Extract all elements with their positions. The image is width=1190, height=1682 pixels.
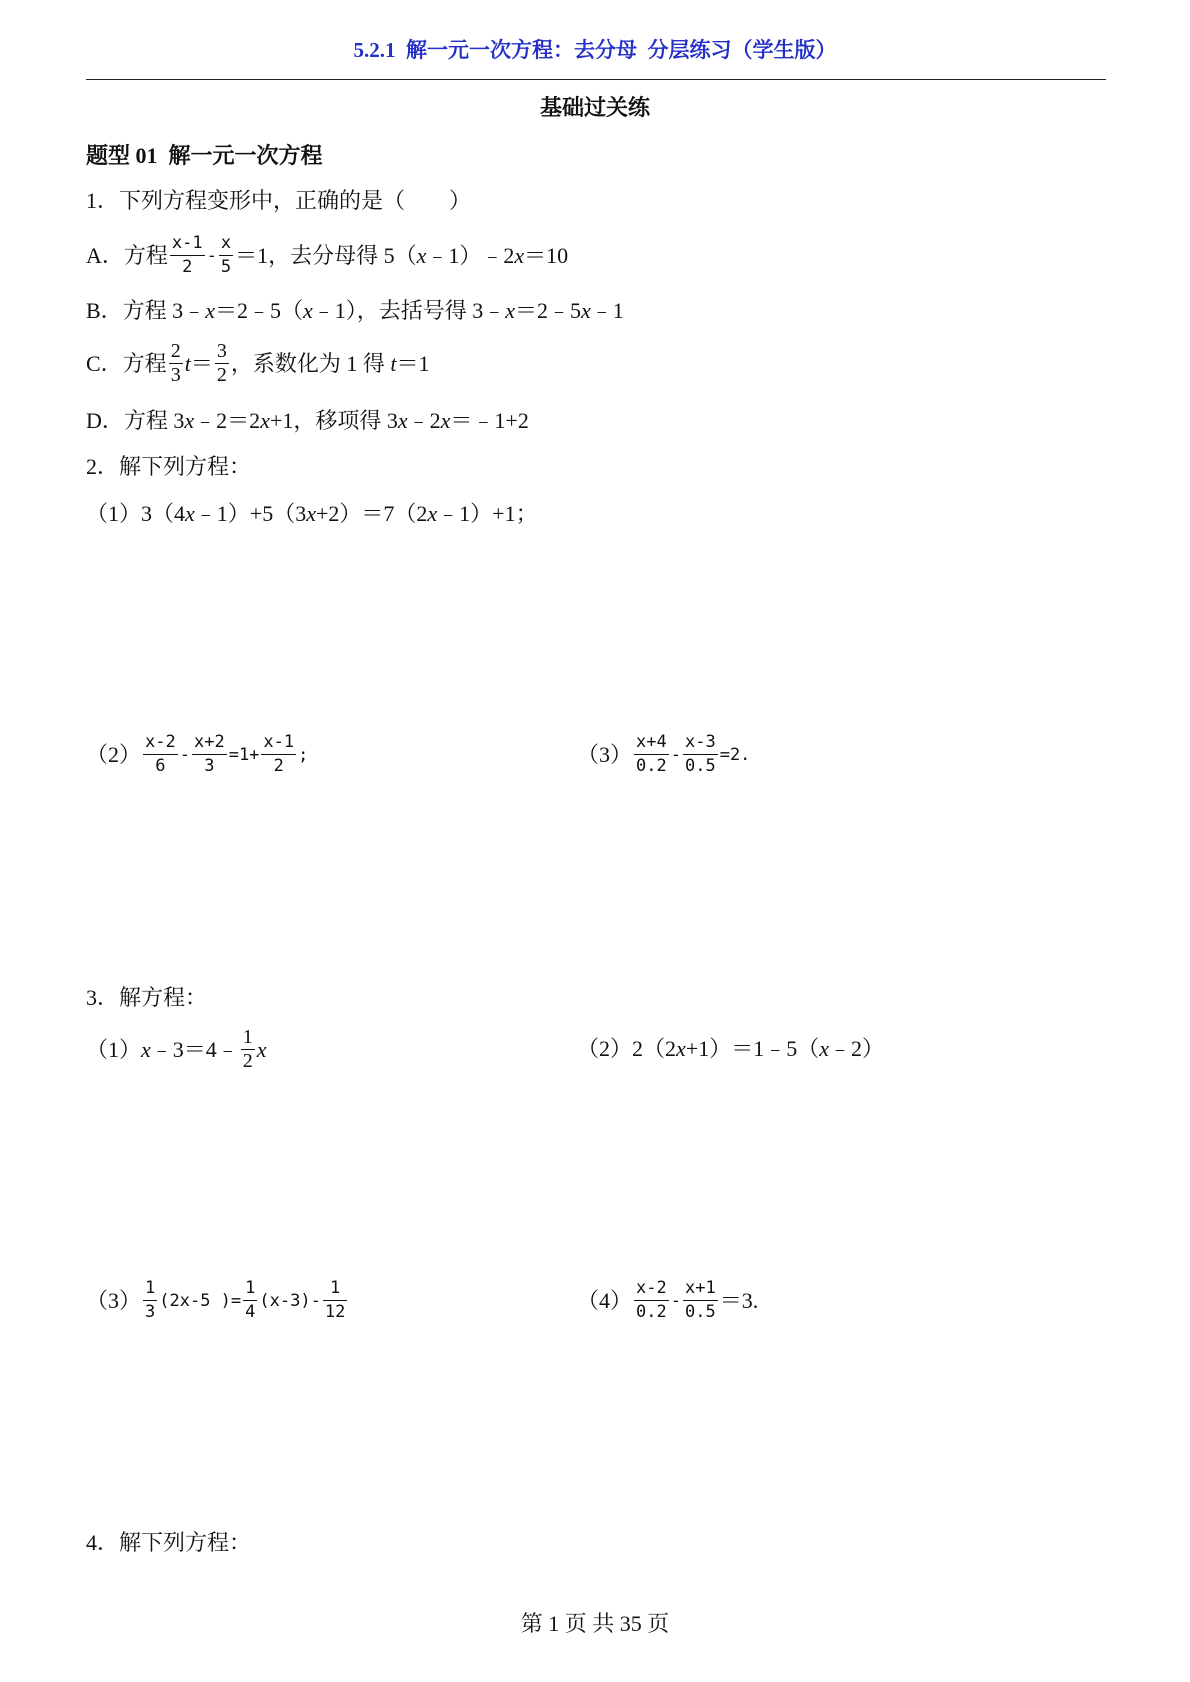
question-2-part-3 — [577, 731, 750, 778]
fraction — [241, 1026, 255, 1073]
equation-text: ﹣1 — [590, 298, 624, 323]
part-label: （3） — [577, 741, 633, 767]
fraction-numerator: 1 — [143, 1277, 157, 1301]
equation-text: ＝2﹣5 — [515, 298, 582, 323]
variable-x: x — [256, 1036, 267, 1062]
variable-x: x — [514, 242, 525, 268]
question-2-stem — [86, 452, 251, 482]
fraction-denominator: 2 — [182, 257, 193, 277]
question-3-part-1 — [86, 1026, 267, 1073]
fraction — [215, 340, 229, 387]
equation-text: ﹣1）﹣2 — [426, 242, 515, 268]
part-label: （1） — [86, 1036, 142, 1062]
fraction — [143, 731, 178, 778]
fraction-numerator: 1 — [243, 1277, 257, 1301]
document-title — [0, 35, 1190, 65]
fraction — [634, 731, 669, 778]
fraction — [634, 1277, 669, 1324]
page-footer — [0, 1609, 1190, 1639]
part-label: （4） — [577, 1287, 633, 1313]
equation-text: +1）＝1﹣5（ — [685, 1036, 820, 1061]
equation-text: ﹣1），去括号得 3﹣ — [312, 298, 506, 323]
equation-text: (2x-5 )= — [159, 1290, 242, 1311]
equation-text: ﹣2＝2 — [194, 408, 261, 433]
question-3-stem-text: 3．解方程： — [86, 985, 208, 1010]
variable-t: t — [184, 350, 191, 376]
fraction — [169, 340, 183, 387]
variable-x: x — [819, 1036, 829, 1061]
fraction-numerator: x-2 — [143, 731, 178, 755]
fraction-denominator: 0.5 — [684, 756, 716, 776]
fraction-denominator: 2 — [273, 756, 284, 776]
fraction-denominator: 0.5 — [684, 1302, 716, 1322]
equation-text: ﹣2） — [828, 1036, 884, 1061]
operator: - — [670, 744, 681, 765]
question-3-part-3 — [86, 1277, 349, 1324]
fraction-numerator: x+1 — [683, 1277, 718, 1301]
document-title-text: 5.2.1 解一元一次方程：去分母 分层练习（学生版） — [353, 38, 837, 62]
fraction-numerator: x — [219, 232, 233, 256]
equation-text: ﹣1）+1； — [437, 501, 538, 526]
fraction — [170, 232, 205, 279]
fraction — [192, 731, 227, 778]
variable-x: x — [416, 242, 427, 268]
variable-x: x — [581, 298, 591, 323]
question-2-stem-text: 2．解下列方程： — [86, 454, 252, 479]
option-c-label: C．方程 — [86, 350, 167, 376]
variable-x: x — [397, 408, 408, 433]
equation-text: （2）2（2 — [577, 1036, 677, 1061]
equation-text: ﹣1）+5（3 — [194, 501, 307, 526]
question-2-part-2 — [86, 731, 308, 778]
fraction — [261, 731, 296, 778]
option-b — [86, 296, 624, 326]
operator: =2. — [719, 744, 751, 765]
variable-x: x — [205, 298, 215, 323]
equation-text: ＝3. — [719, 1287, 759, 1313]
equation-text: (x-3)- — [259, 1290, 321, 1311]
fraction — [323, 1277, 347, 1324]
operator: - — [670, 1290, 681, 1311]
equation-text: ＝ — [190, 350, 213, 376]
equation-text: （1）3（4 — [86, 501, 186, 526]
question-1-stem — [86, 186, 471, 216]
option-d-label: D．方程 3 — [86, 408, 185, 433]
variable-x: x — [306, 501, 316, 526]
variable-x: x — [185, 501, 195, 526]
fraction-denominator: 6 — [155, 756, 166, 776]
fraction-denominator: 3 — [204, 756, 215, 776]
fraction — [243, 1277, 257, 1324]
question-3-part-4 — [577, 1277, 758, 1324]
fraction-numerator: 2 — [170, 340, 181, 362]
fraction-numerator: x-1 — [261, 731, 296, 755]
fraction-denominator: 2 — [242, 1050, 253, 1072]
variable-x: x — [141, 1036, 151, 1062]
fraction — [219, 232, 233, 279]
variable-x: x — [302, 298, 313, 323]
fraction-denominator: 2 — [216, 364, 227, 386]
question-2-part-1 — [86, 499, 538, 529]
option-c — [86, 340, 429, 387]
equation-text: ﹣2 — [407, 408, 441, 433]
equation-text: ﹣3＝4﹣ — [150, 1036, 239, 1062]
equation-text: +1，移项得 3 — [269, 408, 398, 433]
fraction-numerator: 3 — [216, 340, 227, 362]
fraction-denominator: 3 — [170, 364, 181, 386]
question-4-stem — [86, 1528, 251, 1558]
operator: =1+ — [228, 744, 260, 765]
part-label: （2） — [86, 741, 142, 767]
part-label: （3） — [86, 1287, 142, 1313]
question-4-stem-text: 4．解下列方程： — [86, 1530, 252, 1555]
equation-text: ＝10 — [524, 242, 569, 268]
operator: - — [206, 245, 217, 266]
fraction-numerator: x+4 — [634, 731, 669, 755]
fraction-numerator: x-1 — [170, 232, 205, 256]
question-3-stem — [86, 983, 207, 1013]
fraction-denominator: 0.2 — [636, 1302, 667, 1322]
fraction — [143, 1277, 157, 1324]
header-rule — [86, 79, 1106, 80]
equation-text: ＝1，去分母得 5（ — [235, 242, 417, 268]
topic-heading — [86, 141, 323, 171]
variable-x: x — [505, 298, 516, 323]
fraction-denominator: 3 — [145, 1302, 156, 1322]
fraction-numerator: x-3 — [683, 731, 718, 755]
equation-text: ＝﹣1+2 — [450, 408, 529, 433]
equation-text: ＝1 — [396, 350, 430, 376]
fraction-denominator: 4 — [245, 1302, 256, 1322]
equation-text: ，系数化为 1 得 — [230, 350, 391, 376]
fraction — [683, 1277, 718, 1324]
variable-x: x — [260, 408, 270, 433]
equation-text: +2）＝7（2 — [315, 501, 428, 526]
fraction-numerator: 1 — [323, 1277, 347, 1301]
variable-x: x — [184, 408, 195, 433]
operator: ; — [298, 744, 309, 765]
fraction-denominator: 0.2 — [636, 756, 667, 776]
variable-x: x — [427, 501, 438, 526]
option-b-label: B．方程 3﹣ — [86, 298, 206, 323]
section-title-text: 基础过关练 — [539, 95, 650, 120]
fraction-numerator: x-2 — [634, 1277, 669, 1301]
operator: - — [179, 744, 190, 765]
variable-x: x — [440, 408, 451, 433]
equation-text: ＝2﹣5（ — [214, 298, 303, 323]
fraction-denominator: 12 — [324, 1302, 346, 1322]
section-title — [0, 93, 1190, 123]
option-a — [86, 232, 568, 279]
page-number: 第 1 页 共 35 页 — [520, 1611, 670, 1636]
fraction-denominator: 5 — [220, 257, 232, 277]
question-3-part-2 — [577, 1034, 884, 1064]
fraction — [683, 731, 718, 778]
fraction-numerator: x+2 — [192, 731, 227, 755]
topic-heading-text: 题型 01 解一元一次方程 — [86, 143, 323, 168]
question-1-stem-text: 1．下列方程变形中，正确的是（ ） — [86, 188, 472, 213]
variable-x: x — [676, 1036, 686, 1061]
option-d — [86, 406, 529, 436]
fraction-numerator: 1 — [242, 1026, 253, 1048]
variable-t: t — [390, 350, 397, 376]
option-a-label: A．方程 — [86, 242, 168, 268]
